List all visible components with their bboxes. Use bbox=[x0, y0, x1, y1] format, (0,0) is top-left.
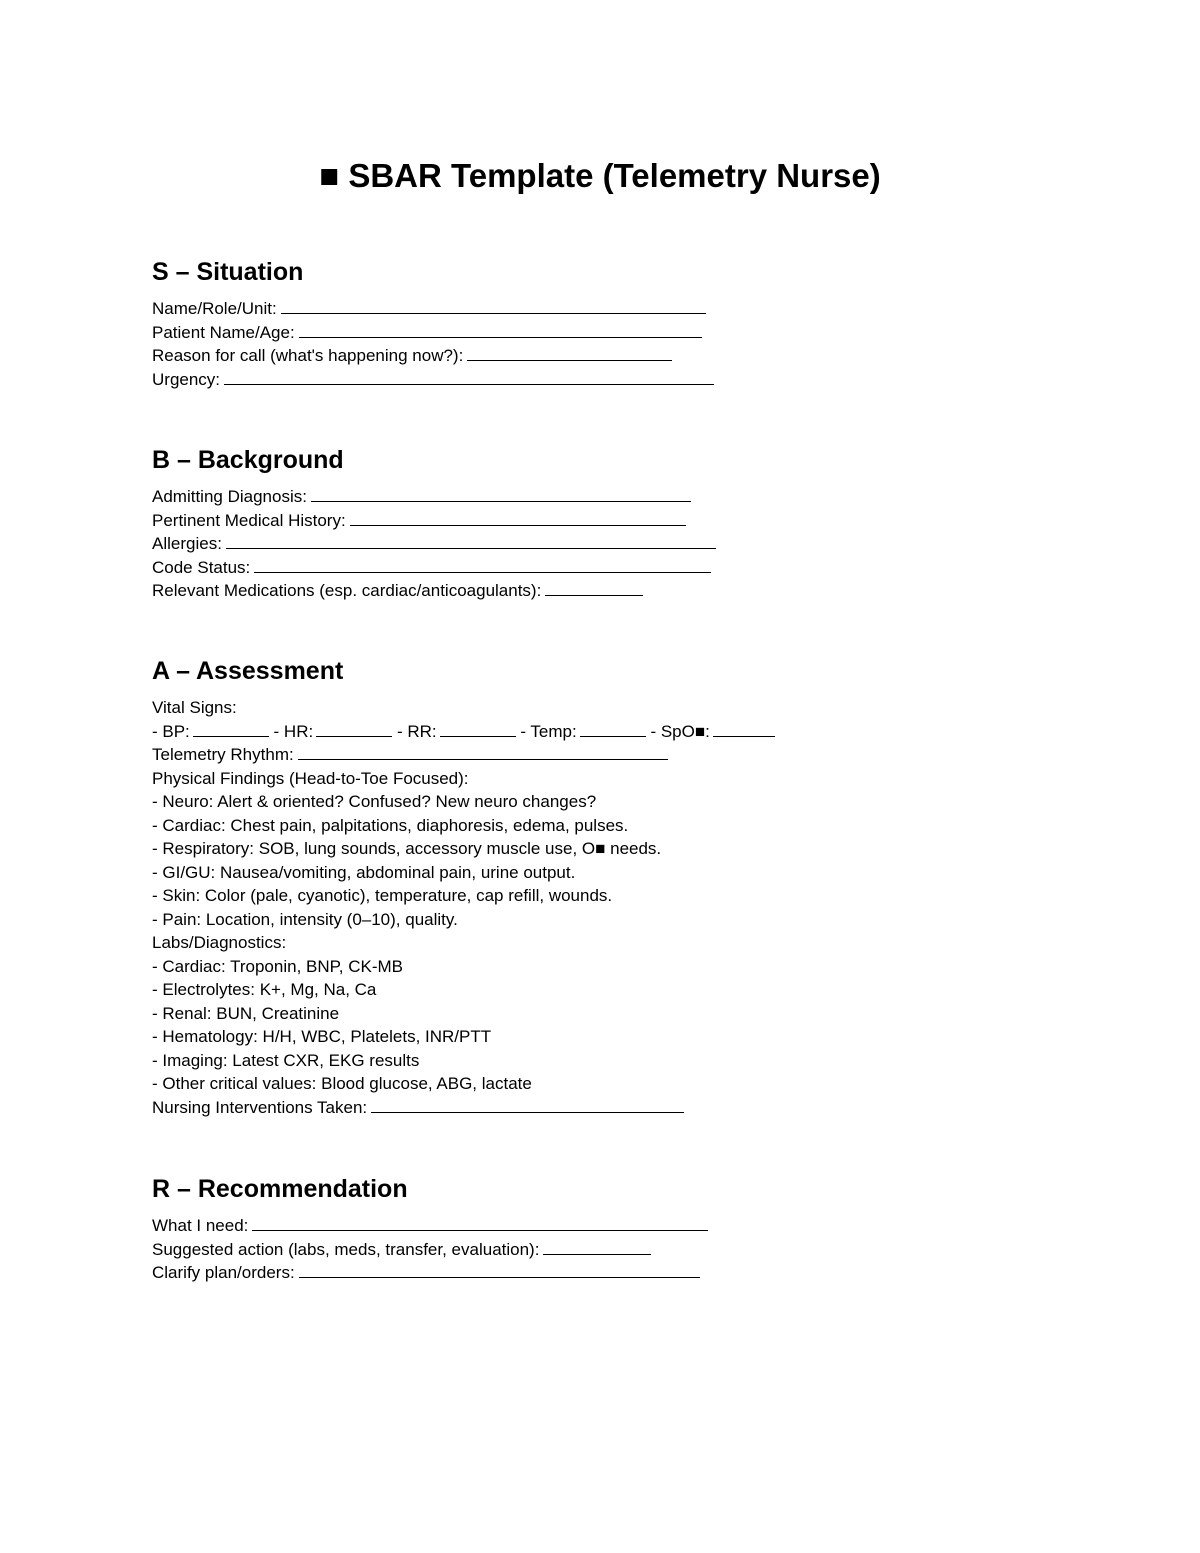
suggested-action-field bbox=[152, 1238, 872, 1262]
document-title: ■ SBAR Template (Telemetry Nurse) bbox=[319, 157, 881, 194]
situation-heading: S – Situation bbox=[152, 258, 304, 286]
situation-section bbox=[152, 257, 872, 391]
reason-for-call-field bbox=[152, 344, 872, 368]
assessment-heading: A – Assessment bbox=[152, 657, 344, 685]
field-label: Clarify plan/orders: bbox=[152, 1263, 295, 1282]
telemetry-rhythm-blank[interactable] bbox=[298, 744, 668, 760]
bp-blank[interactable] bbox=[193, 721, 269, 737]
physical-findings-label: Physical Findings (Head-to-Toe Focused): bbox=[152, 768, 469, 788]
field-label: Urgency: bbox=[152, 369, 221, 389]
bp-label: - BP: bbox=[152, 721, 190, 741]
name-role-unit-blank[interactable] bbox=[281, 298, 706, 314]
list-item: - Renal: BUN, Creatinine bbox=[152, 1003, 340, 1023]
admitting-diagnosis-field bbox=[152, 485, 872, 509]
list-item: - GI/GU: Nausea/vomiting, abdominal pain, urine output. bbox=[152, 862, 576, 882]
field-label: Admitting Diagnosis: bbox=[152, 487, 307, 506]
temp-label: - Temp: bbox=[520, 721, 577, 741]
recommendation-heading: R – Recommendation bbox=[152, 1175, 408, 1203]
hr-label: - HR: bbox=[273, 721, 314, 741]
list-item: - Electrolytes: K+, Mg, Na, Ca bbox=[152, 980, 377, 999]
clarify-plan-blank[interactable] bbox=[299, 1262, 700, 1278]
field-label: Allergies: bbox=[152, 534, 222, 553]
relevant-medications-field bbox=[152, 579, 872, 603]
name-role-unit-field bbox=[152, 297, 872, 321]
patient-name-age-blank[interactable] bbox=[299, 322, 702, 338]
background-section bbox=[152, 445, 872, 603]
vital-signs-row bbox=[152, 720, 872, 744]
list-item: - Respiratory: SOB, lung sounds, accessory muscle use, O■ needs. bbox=[152, 839, 662, 858]
nursing-interventions-field bbox=[152, 1096, 872, 1120]
field-label: Relevant Medications (esp. cardiac/anticoagulants): bbox=[152, 581, 542, 600]
relevant-medications-blank[interactable] bbox=[545, 580, 643, 596]
field-label: Telemetry Rhythm: bbox=[152, 745, 294, 764]
allergies-blank[interactable] bbox=[226, 533, 716, 549]
spo2-label: - SpO■: bbox=[650, 721, 710, 741]
urgency-field bbox=[152, 368, 872, 392]
field-label: What I need: bbox=[152, 1216, 249, 1235]
field-label: Nursing Interventions Taken: bbox=[152, 1097, 368, 1117]
list-item: - Pain: Location, intensity (0–10), quality. bbox=[152, 909, 458, 929]
allergies-field bbox=[152, 532, 872, 556]
hr-blank[interactable] bbox=[316, 721, 392, 737]
field-label: Name/Role/Unit: bbox=[152, 299, 277, 318]
clarify-plan-field bbox=[152, 1261, 872, 1285]
medical-history-field bbox=[152, 509, 872, 533]
recommendation-section bbox=[152, 1174, 872, 1285]
rr-blank[interactable] bbox=[440, 721, 516, 737]
list-item: - Cardiac: Chest pain, palpitations, diaphoresis, edema, pulses. bbox=[152, 815, 629, 835]
what-i-need-field bbox=[152, 1214, 872, 1238]
admitting-diagnosis-blank[interactable] bbox=[311, 486, 691, 502]
rr-label: - RR: bbox=[396, 721, 437, 741]
background-heading: B – Background bbox=[152, 446, 344, 474]
what-i-need-blank[interactable] bbox=[252, 1215, 708, 1231]
code-status-field bbox=[152, 556, 872, 580]
urgency-blank[interactable] bbox=[224, 369, 714, 385]
temp-blank[interactable] bbox=[580, 721, 646, 737]
spo2-blank[interactable] bbox=[713, 721, 775, 737]
list-item: - Skin: Color (pale, cyanotic), temperature, cap refill, wounds. bbox=[152, 886, 613, 905]
assessment-section bbox=[152, 656, 872, 1119]
field-label: Suggested action (labs, meds, transfer, evaluation): bbox=[152, 1239, 540, 1259]
field-label: Reason for call (what's happening now?): bbox=[152, 346, 464, 365]
patient-name-age-field bbox=[152, 321, 872, 345]
field-label: Pertinent Medical History: bbox=[152, 510, 346, 530]
suggested-action-blank[interactable] bbox=[543, 1239, 651, 1255]
list-item: - Imaging: Latest CXR, EKG results bbox=[152, 1050, 420, 1070]
reason-for-call-blank[interactable] bbox=[467, 345, 672, 361]
vital-signs-label: Vital Signs: bbox=[152, 698, 237, 717]
field-label: Code Status: bbox=[152, 557, 251, 577]
field-label: Patient Name/Age: bbox=[152, 322, 295, 342]
list-item: - Other critical values: Blood glucose, ABG, lactate bbox=[152, 1074, 532, 1093]
telemetry-rhythm-field bbox=[152, 743, 872, 767]
medical-history-blank[interactable] bbox=[350, 510, 686, 526]
labs-diagnostics-label: Labs/Diagnostics: bbox=[152, 933, 287, 952]
list-item: - Hematology: H/H, WBC, Platelets, INR/PTT bbox=[152, 1027, 492, 1046]
nursing-interventions-blank[interactable] bbox=[371, 1097, 684, 1113]
list-item: - Cardiac: Troponin, BNP, CK-MB bbox=[152, 956, 403, 976]
code-status-blank[interactable] bbox=[254, 557, 711, 573]
list-item: - Neuro: Alert & oriented? Confused? New neuro changes? bbox=[152, 792, 597, 811]
